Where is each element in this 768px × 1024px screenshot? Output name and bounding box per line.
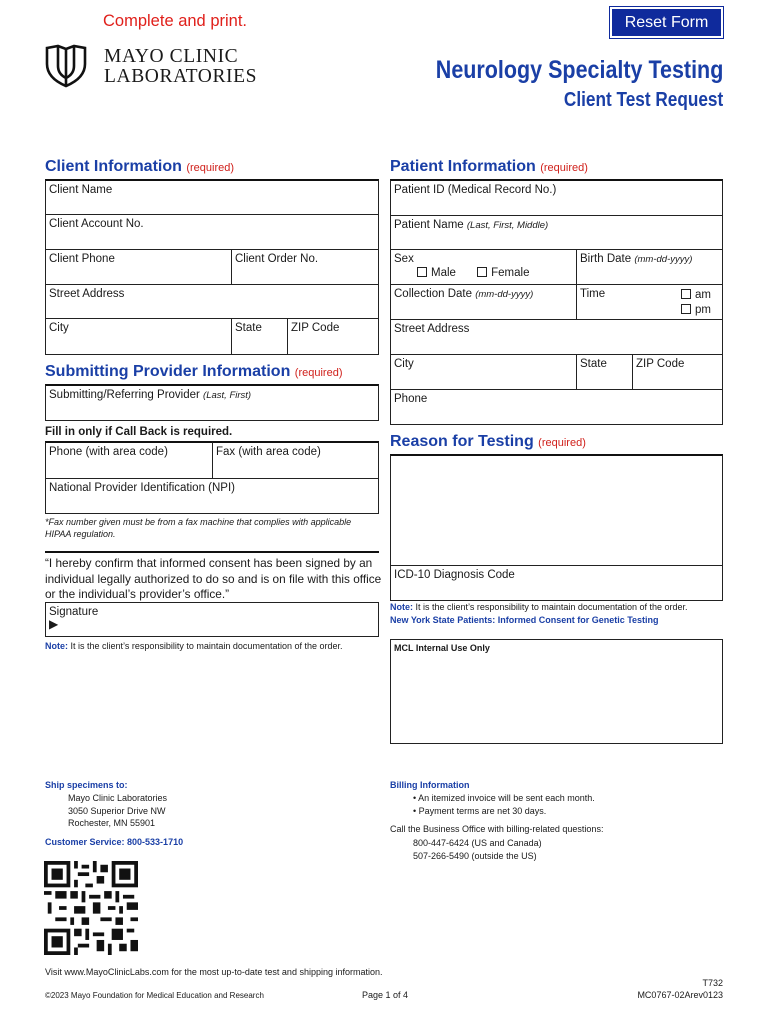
mayo-shield-logo-icon — [44, 44, 88, 88]
ship-line-1: Mayo Clinic Laboratories — [68, 793, 168, 803]
patient-name-hint: (Last, First, Middle) — [466, 220, 549, 231]
patient-name-label: Patient Name — [394, 219, 464, 231]
form-codes — [637, 977, 723, 1001]
referring-provider-field[interactable] — [45, 384, 379, 421]
reset-form-button[interactable]: Reset Form — [610, 7, 723, 38]
client-account-field[interactable] — [45, 214, 379, 250]
required-tag: (required) — [540, 162, 588, 174]
male-checkbox[interactable] — [417, 267, 427, 277]
client-state-field[interactable] — [231, 318, 288, 355]
ship-line-2: 3050 Superior Drive NW — [68, 805, 166, 816]
provider-phone-field[interactable] — [45, 441, 213, 479]
copyright-text: ©2023 Mayo Foundation for Medical Education and Research — [45, 991, 264, 1000]
patient-city-label: City — [394, 358, 414, 370]
client-street-field[interactable] — [45, 284, 379, 319]
mcl-internal-box — [390, 639, 723, 744]
collection-date-label: Collection Date — [394, 288, 472, 300]
provider-info-heading — [45, 363, 342, 381]
provider-fax-field[interactable] — [212, 441, 379, 479]
patient-state-field[interactable] — [576, 354, 633, 390]
logo-line-1: MAYO CLINIC — [104, 46, 239, 67]
consent-note-text: It is the client’s responsibility to maintain documentation of the order. — [70, 641, 343, 651]
consent-line-3: or the individual’s provider’s office.” — [45, 587, 230, 601]
ship-heading: Ship specimens to: — [45, 780, 128, 790]
fax-note-line-1: *Fax number given must be from a fax machine that complies with applicable — [45, 517, 352, 527]
sex-label: Sex — [394, 253, 414, 265]
form-subtitle: Client Test Request — [563, 89, 723, 111]
client-info-heading — [45, 158, 234, 176]
reason-title: Reason for Testing — [390, 433, 534, 450]
fax-note-line-2: HIPAA regulation. — [45, 529, 116, 539]
consent-line-2: individual legally authorized to do so and is on file with this office — [45, 571, 382, 586]
reason-note-label: Note: — [390, 602, 413, 612]
client-state-label: State — [235, 322, 262, 334]
patient-zip-label: ZIP Code — [636, 358, 685, 370]
collection-date-field[interactable] — [390, 284, 577, 320]
client-order-no-field[interactable] — [231, 249, 379, 285]
billing-bullets — [413, 792, 595, 817]
npi-field[interactable] — [45, 478, 379, 514]
form-code-1: T732 — [702, 978, 723, 988]
reason-note-text: It is the client’s responsibility to maintain documentation of the order. — [415, 602, 688, 612]
reason-heading — [390, 433, 586, 451]
patient-name-field[interactable] — [390, 215, 723, 250]
consent-line-1: “I hereby confirm that informed consent has been signed by an — [45, 556, 373, 570]
signature-arrow-icon: ▶ — [49, 617, 59, 631]
fax-compliance-note — [45, 516, 351, 540]
ny-consent-link[interactable]: New York State Patients: Informed Consent for Genetic Testing — [390, 615, 659, 625]
signature-field[interactable] — [45, 602, 379, 637]
am-checkbox[interactable] — [681, 289, 691, 299]
client-info-title: Client Information — [45, 158, 182, 175]
client-account-label: Client Account No. — [49, 218, 144, 230]
birth-date-hint: (mm-dd-yyyy) — [634, 254, 693, 265]
sex-field — [390, 249, 577, 285]
patient-street-field[interactable] — [390, 319, 723, 355]
patient-zip-field[interactable] — [632, 354, 723, 390]
patient-info-heading — [390, 158, 588, 176]
logo-wordmark — [104, 47, 257, 87]
billing-bullet-2: • Payment terms are net 30 days. — [413, 805, 547, 816]
consent-statement — [45, 556, 381, 603]
icd-10-field[interactable] — [390, 565, 723, 601]
pm-label: pm — [695, 304, 711, 316]
billing-phone-2: 507-266-5490 (outside the US) — [413, 850, 537, 861]
form-code-2: MC0767-02Arev0123 — [637, 990, 723, 1000]
form-title: Neurology Specialty Testing — [435, 56, 723, 84]
collection-date-hint: (mm-dd-yyyy) — [475, 289, 534, 300]
patient-state-label: State — [580, 358, 607, 370]
reason-textarea[interactable] — [390, 454, 723, 566]
birth-date-field[interactable] — [576, 249, 723, 285]
consent-note — [45, 641, 343, 651]
am-label: am — [695, 289, 711, 301]
required-tag: (required) — [186, 162, 235, 174]
ship-address — [68, 792, 167, 830]
patient-phone-label: Phone — [394, 393, 428, 405]
required-tag: (required) — [294, 367, 343, 379]
client-zip-label: ZIP Code — [291, 322, 340, 334]
patient-city-field[interactable] — [390, 354, 577, 390]
client-phone-label: Client Phone — [49, 253, 115, 265]
patient-info-title: Patient Information — [390, 158, 536, 175]
pm-checkbox[interactable] — [681, 304, 691, 314]
client-order-no-label: Client Order No. — [235, 253, 319, 265]
billing-call-text: Call the Business Office with billing-related questions: — [390, 824, 604, 834]
provider-phone-label: Phone (with area code) — [49, 446, 168, 458]
logo-line-2: LABORATORIES — [104, 66, 258, 87]
birth-date-label: Birth Date — [580, 253, 632, 265]
billing-bullet-1: • An itemized invoice will be sent each month. — [413, 793, 595, 803]
referring-provider-hint: (Last, First) — [203, 390, 252, 401]
patient-street-label: Street Address — [394, 323, 470, 335]
reason-note — [390, 602, 688, 612]
signature-label: Signature — [49, 606, 99, 618]
ship-line-3: Rochester, MN 55901 — [68, 818, 156, 828]
provider-fax-label: Fax (with area code) — [216, 446, 321, 458]
female-label: Female — [491, 267, 530, 279]
billing-heading: Billing Information — [390, 780, 470, 790]
complete-and-print-text: Complete and print. — [103, 12, 247, 30]
qr-code-icon[interactable] — [44, 861, 138, 955]
page-number: Page 1 of 4 — [362, 990, 409, 1000]
client-street-label: Street Address — [49, 288, 125, 300]
billing-phone-1: 800-447-6424 (US and Canada) — [413, 838, 542, 848]
billing-bullet-1-text: An itemized invoice will be sent each month. — [418, 793, 595, 803]
time-label: Time — [580, 288, 606, 300]
patient-id-field[interactable] — [390, 179, 723, 216]
client-city-field[interactable] — [45, 318, 232, 355]
billing-bullet-2-text: Payment terms are net 30 days. — [418, 805, 547, 816]
visit-website-text: Visit www.MayoClinicLabs.com for the most up-to-date test and shipping information. — [45, 967, 383, 977]
npi-label: National Provider Identification (NPI) — [49, 482, 235, 494]
billing-phones — [413, 837, 542, 862]
client-city-label: City — [49, 322, 69, 334]
provider-info-title: Submitting Provider Information — [45, 363, 291, 380]
mcl-internal-label: MCL Internal Use Only — [394, 643, 490, 653]
consent-note-label: Note: — [45, 641, 68, 651]
female-checkbox[interactable] — [477, 267, 487, 277]
patient-phone-field[interactable] — [390, 389, 723, 425]
callback-note: Fill in only if Call Back is required. — [45, 426, 233, 438]
customer-service: Customer Service: 800-533-1710 — [45, 837, 184, 847]
consent-divider — [45, 551, 379, 553]
icd-10-label: ICD-10 Diagnosis Code — [394, 569, 515, 581]
patient-id-label: Patient ID (Medical Record No.) — [394, 184, 557, 196]
time-field[interactable] — [576, 284, 723, 320]
client-name-label: Client Name — [49, 184, 113, 196]
client-phone-field[interactable] — [45, 249, 232, 285]
referring-provider-label: Submitting/Referring Provider — [49, 389, 200, 401]
client-zip-field[interactable] — [287, 318, 379, 355]
male-label: Male — [431, 267, 456, 279]
client-name-field[interactable] — [45, 179, 379, 215]
required-tag: (required) — [538, 437, 586, 449]
